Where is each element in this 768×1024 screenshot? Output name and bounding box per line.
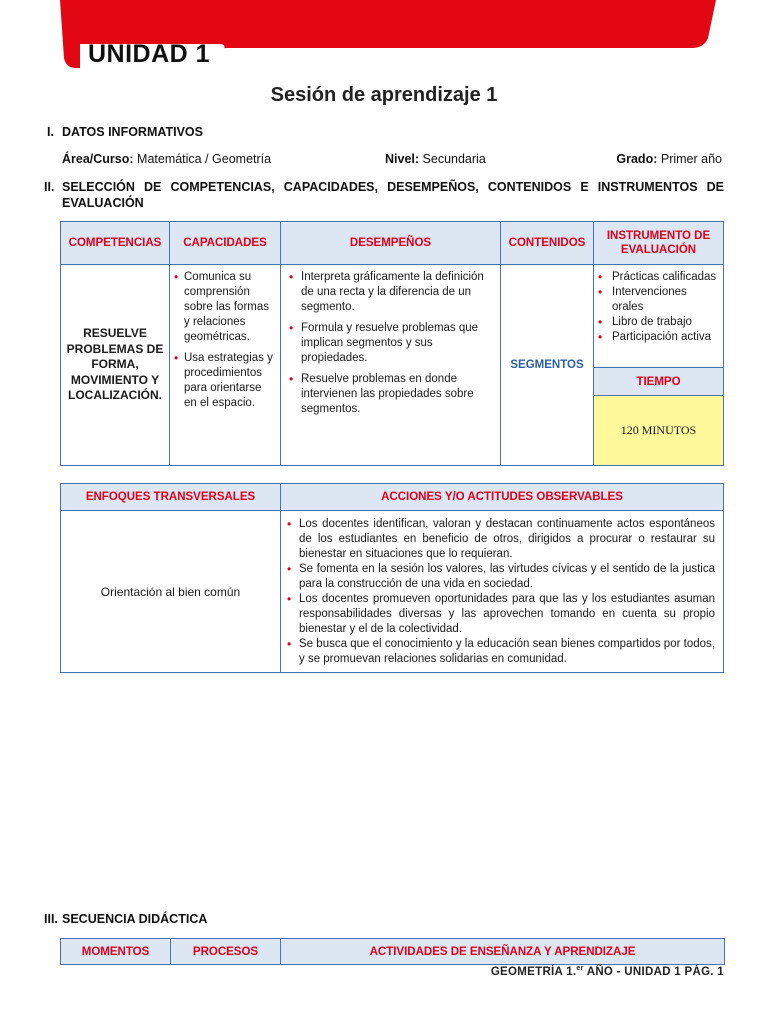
list-item: • Formula y resuelve problemas que implican segmentos y sus propiedades.	[289, 321, 490, 366]
header-contenidos: CONTENIDOS	[501, 222, 594, 265]
nivel-label: Nivel:	[385, 152, 420, 166]
secuencia-table	[60, 938, 725, 965]
list-item: • Resuelve problemas en donde intervienen las propiedades sobre segmentos.	[289, 372, 490, 417]
session-title: Sesión de aprendizaje 1	[270, 84, 498, 106]
header-acciones: ACCIONES Y/O ACTITUDES OBSERVABLES	[281, 484, 724, 511]
capacidades-cell	[170, 265, 281, 466]
competencias-table	[60, 221, 724, 466]
instrumentos-cell	[594, 265, 724, 368]
area-field	[62, 152, 271, 166]
header-instrumento: INSTRUMENTO DE EVALUACIÓN	[594, 222, 724, 265]
header-desempenos: DESEMPEÑOS	[281, 222, 501, 265]
list-item: • Libro de trabajo	[598, 315, 719, 330]
section-heading-datos	[44, 125, 203, 139]
list-item: • Prácticas calificadas	[598, 270, 719, 285]
grado-field	[616, 152, 722, 166]
acciones-list	[287, 517, 715, 667]
list-item: • Los docentes identifican, valoran y destacan continuamente actos espontáneos de los estudiantes en beneficio de otros, dirigidos a procurar o restaurar su bienestar en situaciones que lo requieran.	[287, 517, 715, 562]
desempenos-cell	[281, 265, 501, 466]
list-item: • Comunica su comprensión sobre las formas y relaciones geométricas.	[174, 270, 276, 345]
grado-value: Primer año	[660, 152, 722, 166]
header-enfoques: ENFOQUES TRANSVERSALES	[61, 484, 281, 511]
instrumentos-list	[598, 270, 719, 345]
list-item: • Participación activa	[598, 330, 719, 345]
list-item: • Se fomenta en la sesión los valores, las virtudes cívicas y el sentido de la justica para la construcción de una vida en sociedad.	[287, 562, 715, 592]
nivel-field	[385, 152, 486, 166]
footer-page: AÑO - UNIDAD 1 PÁG. 1	[583, 965, 724, 978]
section-heading-secuencia	[44, 912, 207, 926]
list-item: • Se busca que el conocimiento y la educación sean bienes compartidos por todos, y se promuevan relaciones solidarias en comunidad.	[287, 637, 715, 667]
footer-ordinal: er	[576, 965, 584, 972]
contenido-cell	[501, 265, 594, 466]
list-item: • Intervenciones orales	[598, 285, 719, 315]
area-label: Área/Curso:	[62, 152, 134, 166]
list-item: • Usa estrategias y procedimientos para orientarse en el espacio.	[174, 351, 276, 411]
section-heading-seleccion	[44, 179, 724, 211]
section-title: DATOS INFORMATIVOS	[62, 125, 203, 139]
contenido-text: SEGMENTOS	[510, 359, 584, 371]
competencia-cell	[61, 265, 170, 466]
header-procesos: PROCESOS	[171, 939, 281, 965]
competencia-text: RESUELVE PROBLEMAS DE FORMA, MOVIMIENTO Y LOCALIZACIÓN.	[66, 326, 164, 403]
header-momentos: MOMENTOS	[61, 939, 171, 965]
section-number: I.	[47, 125, 54, 139]
enfoques-table	[60, 483, 724, 673]
list-item: • Los docentes promueven oportunidades para que las y los estudiantes asuman responsabilidades diversas y las aprovechen tomando en cuenta su propio bienestar y el de la colectividad.	[287, 592, 715, 637]
acciones-cell	[281, 511, 724, 673]
section-number: II.	[44, 180, 55, 194]
area-value: Matemática / Geometría	[137, 152, 272, 166]
header-actividades: ACTIVIDADES DE ENSEÑANZA Y APRENDIZAJE	[281, 939, 725, 965]
desempenos-list	[289, 270, 490, 417]
grado-label: Grado:	[616, 152, 658, 166]
page-footer	[491, 965, 724, 978]
nivel-value: Secundaria	[422, 152, 486, 166]
header-capacidades: CAPACIDADES	[170, 222, 281, 265]
unit-title: UNIDAD 1	[88, 40, 211, 68]
capacidades-list	[174, 270, 276, 411]
enfoque-text: Orientación al bien común	[100, 584, 241, 599]
tiempo-value: 120 MINUTOS	[620, 423, 697, 437]
header-competencias: COMPETENCIAS	[61, 222, 170, 265]
section-number: III.	[44, 912, 58, 926]
section-title: SECUENCIA DIDÁCTICA	[62, 912, 208, 926]
tiempo-cell	[594, 396, 724, 466]
footer-course: GEOMETRÍA 1.	[490, 965, 577, 978]
list-item: • Interpreta gráficamente la definición de una recta y la diferencia de un segmento.	[289, 270, 490, 315]
section-title: SELECCIÓN DE COMPETENCIAS, CAPACIDADES, DESEMPEÑOS, CONTENIDOS E INSTRUMENTOS DE EVALUACIÓN	[62, 180, 724, 210]
enfoque-cell	[61, 511, 281, 673]
header-tiempo: TIEMPO	[594, 368, 724, 396]
